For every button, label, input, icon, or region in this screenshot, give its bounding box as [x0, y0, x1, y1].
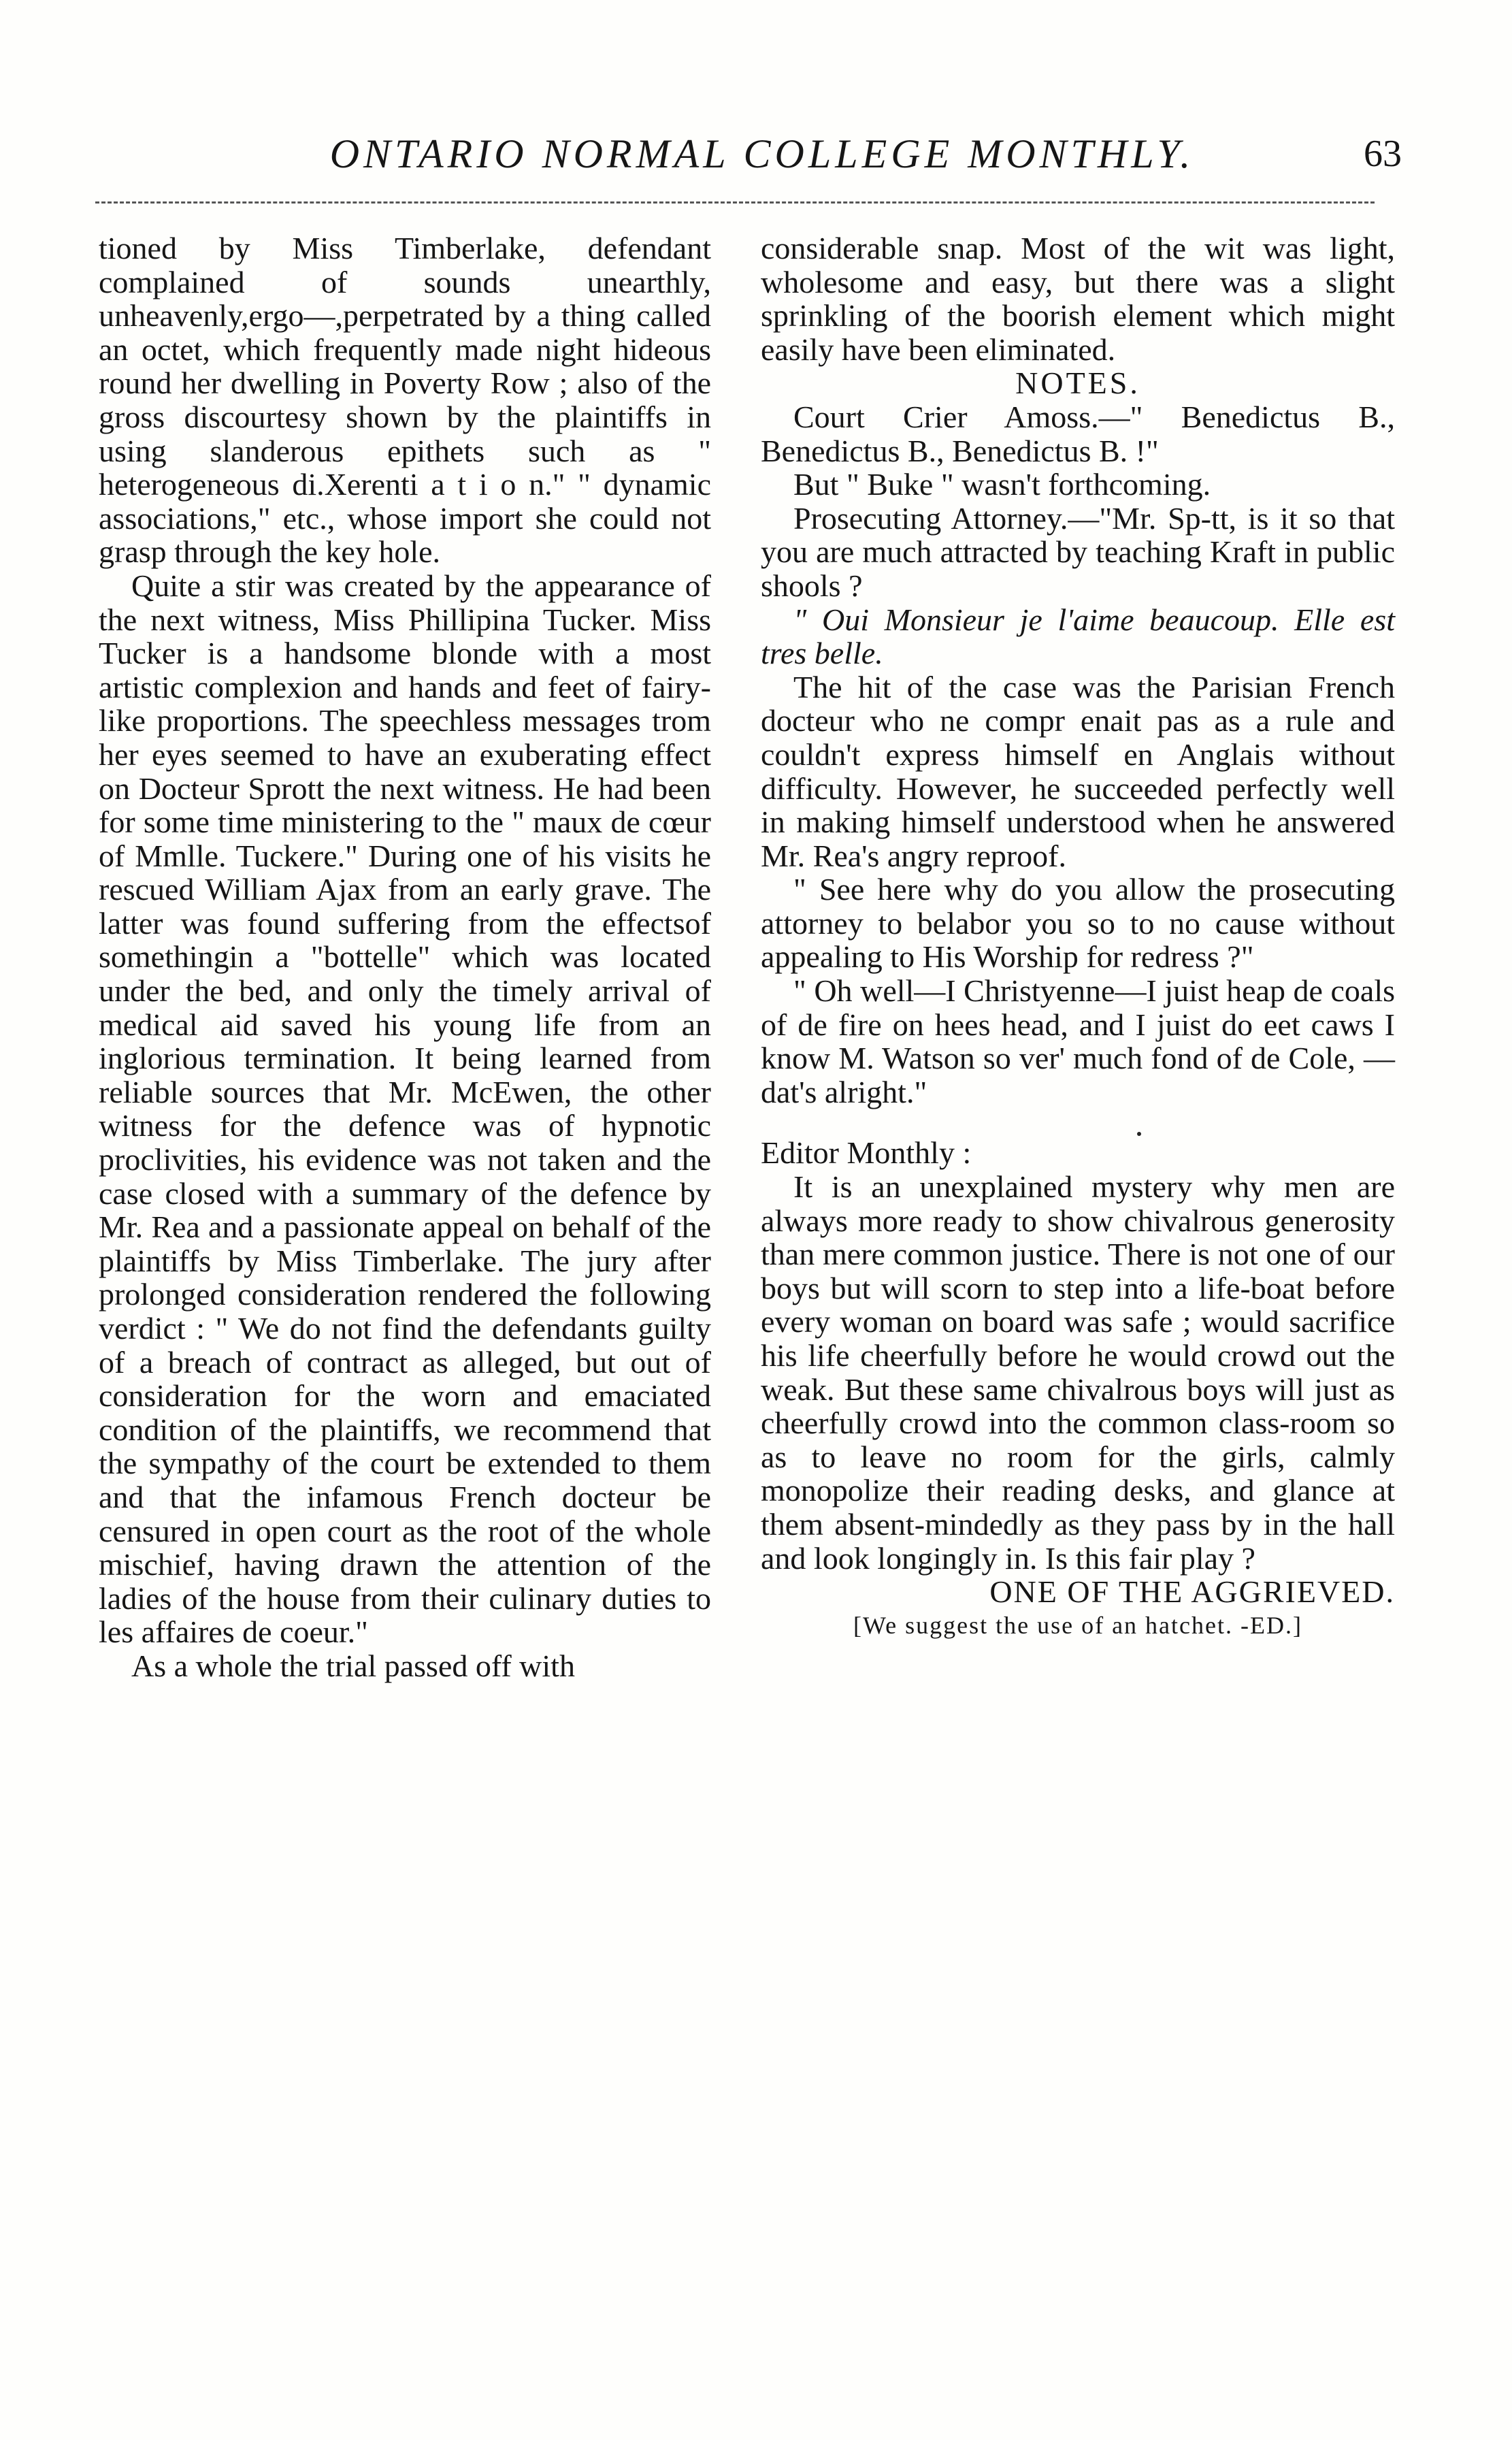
letter-signature: ONE OF THE AGGRIEVED.	[989, 1574, 1395, 1610]
left-paragraph-3: As a whole the trial passed off with	[131, 1648, 575, 1683]
right-paragraph-1: considerable snap. Most of the wit was light, wholesome and easy, but there was a slight sprinkling of the boorish element which might easily have been eliminated.	[761, 231, 1395, 367]
right-column	[761, 231, 1395, 1642]
note-1: Court Crier Amoss.—" Benedictus B., Benedictus B., Benedictus B. !"	[761, 399, 1395, 468]
running-title: ONTARIO NORMAL COLLEGE MONTHLY.	[329, 131, 1195, 176]
letter-body: It is an unexplained mystery why men are always more ready to show chivalrous generosity than mere common justice. There is not one of our boys but will scorn to step into a life-boat before every woman on board was safe ; would sacrifice his life cheerfully before he would crowd out the weak. But these same chivalrous boys will just as cheerfully crowd into the common class-room so as to leave no room for the girls, calmly monopolize their reading desks, and glance at them absent-mindedly as they pass by in the hall and look longingly in. Is this fair play ?	[761, 1169, 1395, 1576]
letter-salutation: Editor Monthly :	[761, 1135, 972, 1171]
left-column	[99, 231, 711, 1683]
editor-note: [We suggest the use of an hatchet. -ED.]	[853, 1611, 1302, 1639]
section-divider-dot	[761, 1109, 1395, 1136]
note-2: But " Buke " wasn't forthcoming.	[793, 467, 1211, 502]
note-4: " Oui Monsieur je l'aime beaucoup. Elle est tres belle.	[761, 602, 1395, 671]
left-paragraph-2: Quite a stir was created by the appearance of the next witness, Miss Phillipina Tucker. Miss Tucker is a handsome blonde with a most artistic complexion and hands and feet of fairy-like proportions. The speechless messages trom her eyes seemed to have an exuberating effect on Docteur Sprott the next witness. He had been for some time ministering to the " maux de cœur of Mmlle. Tuckere." During one of his visits he rescued William Ajax from an early grave. The latter was found suffering from the effectsof somethingin a "bottelle" which was located under the bed, and only the timely arrival of medical aid saved his young life from an inglorious termination. It being learned from reliable sources that Mr. McEwen, the other witness for the defence was of hypnotic proclivities, his evidence was not taken and the case closed with a summary of the defence by Mr. Rea and a passionate appeal on behalf of the plaintiffs by Miss Timberlake. The jury after prolonged consideration rendered the following verdict : " We do not find the defendants guilty of a breach of contract as alleged, but out of consideration for the worn and emaciated condition of the plaintiffs, we recommend that the sympathy of the court be extended to them and that the infamous French docteur be censured in open court as the root of the whole mischief, having drawn the attention of the ladies of the house from their culinary duties to les affaires de coeur."	[99, 568, 711, 1650]
note-7: " Oh well—I Christyenne—I juist heap de coals of de fire on hees head, and I juist do eet caws I know M. Watson so ver' much fond of de Cole, —dat's alright."	[761, 973, 1395, 1109]
page-header	[95, 116, 1429, 191]
notes-heading: NOTES.	[1015, 365, 1140, 401]
note-3: Prosecuting Attorney.—"Mr. Sp-tt, is it so that you are much attracted by teaching Kraft in public shools ?	[761, 500, 1395, 603]
page-number: 63	[1364, 133, 1402, 175]
left-paragraph-1: tioned by Miss Timberlake, defendant complained of sounds unearthly, unheavenly,ergo—,perpetrated by a thing called an octet, which frequently made night hideous round her dwelling in Poverty Row ; also of the gross discourtesy shown by the plaintiffs in using slanderous epithets such as " heterogeneous di.Xerenti a t i o n." " dynamic associations," etc., whose import she could not grasp through the key hole.	[99, 231, 711, 570]
note-5: The hit of the case was the Parisian French docteur who ne compr enait pas as a rule and couldn't express himself en Anglais without difficulty. However, he succeeded perfectly well in making himself understood when he answered Mr. Rea's angry reproof.	[761, 669, 1395, 873]
note-6: " See here why do you allow the prosecuting attorney to belabor you so to no cause without appealing to His Worship for redress ?"	[761, 872, 1395, 975]
header-rule	[95, 201, 1375, 204]
